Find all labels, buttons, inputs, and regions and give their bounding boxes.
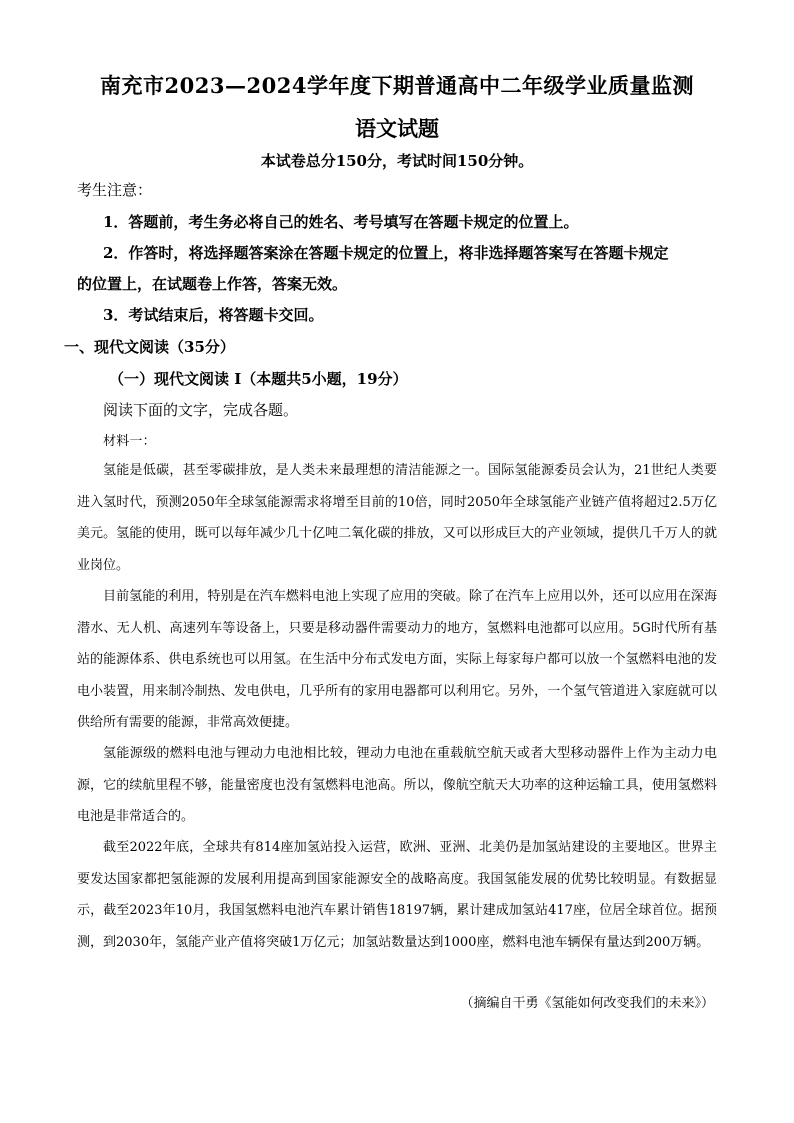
paragraph-1: 氢能是低碳，甚至零碳排放，是人类未来最理想的清洁能源之一。国际氢能源委员会认为，21世纪人类要进入氢时代，预测2050年全球氢能源需求将增至目前的10倍，同时2050年全球氢能产业链产值将超过2.5万亿美元。氢能的使用，既可以每年减少几十亿吨二氧化碳的排放，又可以形成巨大的产业领域，提供几千万人的就业岗位。: [77, 463, 717, 573]
section-heading: 一、现代文阅读（35分）: [64, 338, 235, 356]
notice-item-1: 1．答题前，考生务必将自己的姓名、考号填写在答题卡规定的位置上。: [103, 213, 579, 231]
paragraph-4: 截至2022年底，全球共有814座加氢站投入运营，欧洲、亚洲、北美仍是加氢站建设的主要地区。世界主要发达国家都把氢能源的发展利用提高到国家能源安全的战略高度。我国氢能发展的优势比较明显。有数据显示，截至2023年10月，我国氢燃料电池汽车累计销售18197辆，累计建成加氢站417座，位居全球首位。据预测，到2030年，氢能产业产值将突破1万亿元；加氢站数量达到1000座，燃料电池车辆保有量达到200万辆。: [77, 840, 717, 950]
notice-item-2-line-2: 的位置上，在试题卷上作答，答案无效。: [77, 275, 348, 293]
exam-subtitle: 语文试题: [355, 116, 439, 141]
notice-item-2-line-1: 2．作答时，将选择题答案涂在答题卡规定的位置上，将非选择题答案写在答题卡规定: [103, 244, 669, 262]
paragraph-3: 氢能源级的燃料电池与锂动力电池相比较，锂动力电池在重载航空航天或者大型移动器件上作为主动力电源，它的续航里程不够，能量密度也没有氢燃料电池高。所以，像航空航天大功率的这种运输工具，使用氢燃料电池是非常适合的。: [77, 746, 717, 824]
reading-instruction: 阅读下面的文字，完成各题。: [103, 401, 299, 419]
paragraph-2: 目前氢能的利用，特别是在汽车燃料电池上实现了应用的突破。除了在汽车上应用以外，还可以应用在深海潜水、无人机、高速列车等设备上，只要是移动器件需要动力的地方，氢燃料电池都可以应用。5G时代所有基站的能源体系、供电系统也可以用氢。在生活中分布式发电方面，实际上每家每户都可以放一个氢燃料电池的发电小装置，用来制冷制热、发电供电，几乎所有的家用电器都可以利用它。另外，一个氢气管道进入家庭就可以供给所有需要的能源，非常高效便捷。: [77, 589, 717, 730]
notice-heading: 考生注意：: [77, 181, 153, 199]
notice-item-3: 3．考试结束后，将答题卡交回。: [103, 306, 324, 324]
source-citation: （摘编自干勇《氢能如何改变我们的未来》）: [460, 996, 714, 1011]
material-label: 材料一：: [103, 434, 156, 449]
exam-info: 本试卷总分150分，考试时间150分钟。: [260, 152, 534, 170]
exam-title: 南充市2023—2024学年度下期普通高中二年级学业质量监测: [100, 73, 694, 98]
sub-section-heading: （一）现代文阅读 I（本题共5小题，19分）: [109, 370, 408, 388]
